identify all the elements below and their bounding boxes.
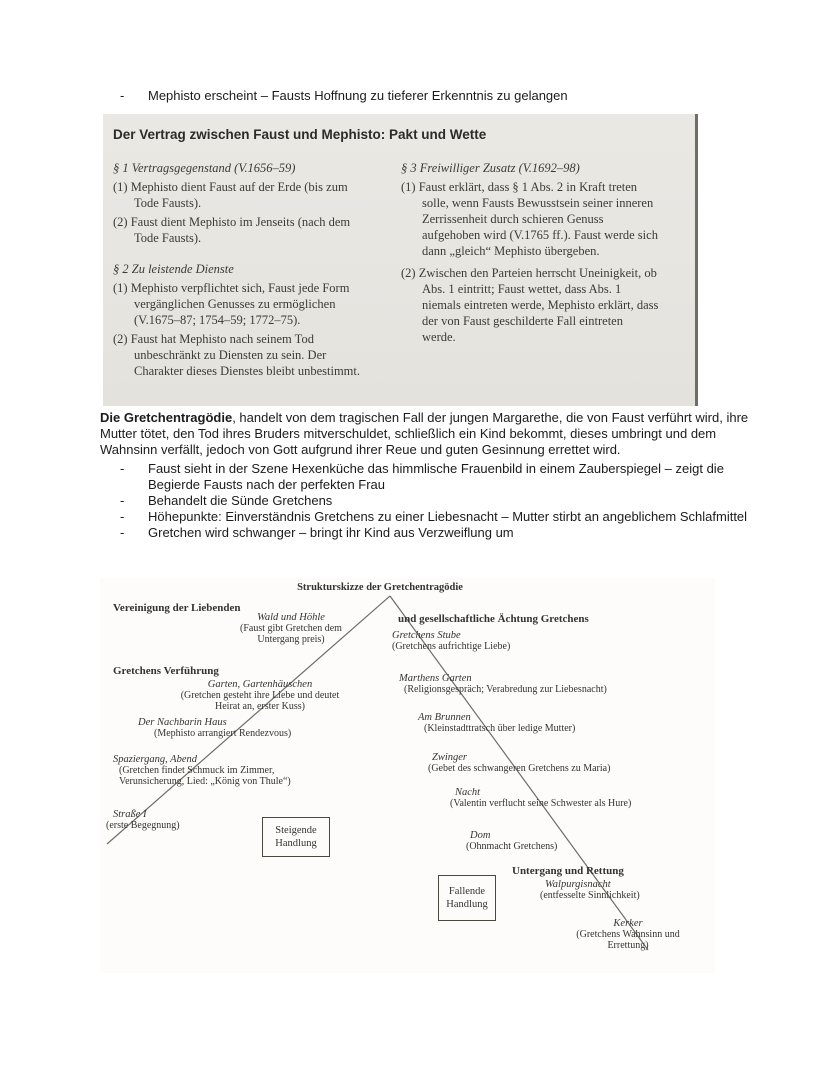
list-item bbox=[100, 509, 760, 525]
scene-dom bbox=[466, 830, 557, 852]
scene-title: Marthens Garten bbox=[399, 673, 472, 684]
contract-scan-image bbox=[103, 114, 698, 406]
bullet-text: Mephisto erscheint – Fausts Hoffnung zu tieferer Erkenntnis zu gelangen bbox=[148, 88, 568, 103]
contract-columns bbox=[113, 160, 695, 379]
scene-sub: (Valentin verflucht seine Schwester als Hure) bbox=[450, 798, 632, 809]
scene-sub: (Mephisto arrangiert Rendezvous) bbox=[154, 728, 292, 739]
rising-action-box bbox=[262, 817, 330, 857]
scene-title: Straße I bbox=[113, 809, 147, 820]
scene-marthens-garten bbox=[399, 673, 607, 695]
list-item bbox=[100, 88, 762, 104]
scene-title: Der Nachbarin Haus bbox=[138, 717, 227, 728]
gretchen-lead-bold: Die Gretchentragödie bbox=[100, 410, 233, 425]
scene-nachbarin-haus bbox=[138, 717, 291, 739]
contract-title: Der Vertrag zwischen Faust und Mephisto: Pakt und Wette bbox=[113, 127, 487, 142]
contract-section-heading: § 1 Vertragsgegenstand (V.1656–59) bbox=[113, 161, 296, 175]
contract-left-column bbox=[113, 160, 363, 379]
scene-title: Wald und Höhle bbox=[257, 612, 325, 623]
rising-action-label: Steigende Handlung bbox=[275, 825, 317, 849]
gretchen-lead-rest: , handelt von dem tragischen Fall der jungen Margarethe, die von Faust verführt wird, ihre Mutter tötet, den Tod ihres Bruders mitverschuldet, schließlich ein Kind bekommt, dieses umbringt und dem Wahnsinn verfällt, jedoch von Gott aufgrund ihrer Reue und guten Gesinnung errettet wird. bbox=[100, 410, 749, 457]
bullet-dash: - bbox=[120, 88, 125, 103]
gretchen-paragraph bbox=[100, 410, 760, 457]
falling-action-label: Fallende Handlung bbox=[446, 886, 488, 910]
bullet-dash: - bbox=[120, 461, 125, 477]
scene-nacht bbox=[450, 787, 631, 809]
contract-clause: (1) Mephisto dient Faust auf der Erde (bis zum Tode Fausts). bbox=[113, 180, 348, 210]
contract-section-heading: § 3 Freiwilliger Zusatz (V.1692–98) bbox=[401, 161, 580, 175]
list-item bbox=[100, 461, 760, 493]
scene-spaziergang bbox=[113, 754, 297, 787]
bullet-text: Faust sieht in der Szene Hexenküche das himmlische Frauenbild in einem Zauberspiegel – zeigt die Begierde Fausts nach der perfekten Frau bbox=[148, 461, 724, 493]
contract-clause: (1) Faust erklärt, dass § 1 Abs. 2 in Kraft treten solle, wenn Fausts Bewusstsein seiner inneren Zerrissenheit durch schieren Genuss aufgehoben wird (V.1765 ff.). Faust werde sich dann „gleich“ Mephisto übergeben. bbox=[401, 180, 658, 258]
contract-clause: (1) Mephisto verpflichtet sich, Faust jede Form vergänglichen Genusses zu ermöglichen (V.1675–87; 1754–59; 1772–75). bbox=[113, 281, 350, 327]
mephisto-bullet bbox=[100, 88, 762, 104]
scene-sub: (Religionsgespräch; Verabredung zur Liebesnacht) bbox=[404, 684, 607, 695]
scene-gretchens-stube bbox=[392, 630, 510, 652]
diagram-head-vereinigung: Vereinigung der Liebenden bbox=[113, 602, 241, 614]
scene-sub: (Gebet des schwangeren Gretchens zu Maria) bbox=[428, 763, 611, 774]
scene-sub: (erste Begegnung) bbox=[106, 820, 180, 831]
scene-kerker bbox=[562, 918, 694, 951]
scene-title: Am Brunnen bbox=[418, 712, 471, 723]
scene-walpurgisnacht bbox=[540, 879, 640, 901]
scene-sub: (Faust gibt Gretchen dem Untergang preis) bbox=[240, 623, 342, 645]
scene-title: Spaziergang, Abend bbox=[113, 754, 197, 765]
falling-action-box bbox=[438, 875, 496, 921]
scene-wald-und-hoehle bbox=[225, 612, 357, 645]
scene-sub: (Gretchens Wahnsinn und Errettung) bbox=[576, 929, 680, 951]
diagram-head-verfuehrung: Gretchens Verführung bbox=[113, 665, 219, 677]
scene-garten bbox=[160, 679, 360, 712]
scene-sub: (Gretchen gesteht ihre Liebe und deutet Heirat an, erster Kuss) bbox=[180, 690, 340, 712]
scene-title: Walpurgisnacht bbox=[545, 879, 611, 890]
structure-diagram-scan bbox=[100, 578, 715, 973]
diagram-head-untergang-rettung: Untergang und Rettung bbox=[512, 865, 624, 877]
scene-title: Dom bbox=[470, 830, 491, 841]
contract-clause: (2) Faust dient Mephisto im Jenseits (nach dem Tode Fausts). bbox=[113, 215, 351, 245]
bullet-text: Behandelt die Sünde Gretchens bbox=[148, 492, 333, 508]
scene-sub: (Gretchens aufrichtige Liebe) bbox=[392, 641, 511, 652]
contract-section-heading: § 2 Zu leistende Dienste bbox=[113, 262, 234, 276]
diagram-title: Strukturskizze der Gretchentragödie bbox=[297, 582, 463, 593]
bullet-dash: - bbox=[120, 492, 125, 508]
scene-title: Kerker bbox=[613, 918, 643, 929]
list-item bbox=[100, 493, 760, 509]
scene-title: Garten, Gartenhäuschen bbox=[207, 679, 313, 690]
scene-am-brunnen bbox=[418, 712, 575, 734]
diagram-head-aechtung: und gesellschaftliche Ächtung Gretchens bbox=[398, 613, 589, 625]
scene-title: Zwinger bbox=[432, 752, 468, 763]
list-item bbox=[100, 525, 760, 541]
scene-zwinger bbox=[428, 752, 610, 774]
scene-sub: (Gretchen findet Schmuck im Zimmer, Verunsicherung, Lied: „König von Thule“) bbox=[119, 765, 291, 787]
scene-title: Nacht bbox=[455, 787, 481, 798]
gretchen-section bbox=[100, 410, 760, 540]
contract-clause: (2) Zwischen den Parteien herrscht Uneinigkeit, ob Abs. 1 eintritt; Faust wettet, dass Abs. 1 niemals eintreten werde, Mephisto erklärt, dass der von Faust geschilderte Fall eintreten werde. bbox=[401, 266, 659, 344]
bullet-dash: - bbox=[120, 508, 125, 524]
bullet-text: Gretchen wird schwanger – bringt ihr Kind aus Verzweiflung um bbox=[148, 524, 514, 540]
scene-sub: (entfesselte Sinnlichkeit) bbox=[540, 890, 640, 901]
bullet-dash: - bbox=[120, 524, 125, 540]
contract-right-column bbox=[401, 160, 659, 379]
bullet-text: Höhepunkte: Einverständnis Gretchens zu einer Liebesnacht – Mutter stirbt an angeblichem Schlafmittel bbox=[148, 508, 748, 524]
scene-title: Gretchens Stube bbox=[392, 630, 461, 641]
scene-sub: (Kleinstadttratsch über ledige Mutter) bbox=[424, 723, 576, 734]
scene-sub: (Ohnmacht Gretchens) bbox=[466, 841, 558, 852]
scene-strasse-1 bbox=[106, 809, 180, 831]
contract-clause: (2) Faust hat Mephisto nach seinem Tod unbeschränkt zu Diensten zu sein. Der Charakter dieses Dienstes bleibt unbestimmt. bbox=[113, 332, 360, 378]
